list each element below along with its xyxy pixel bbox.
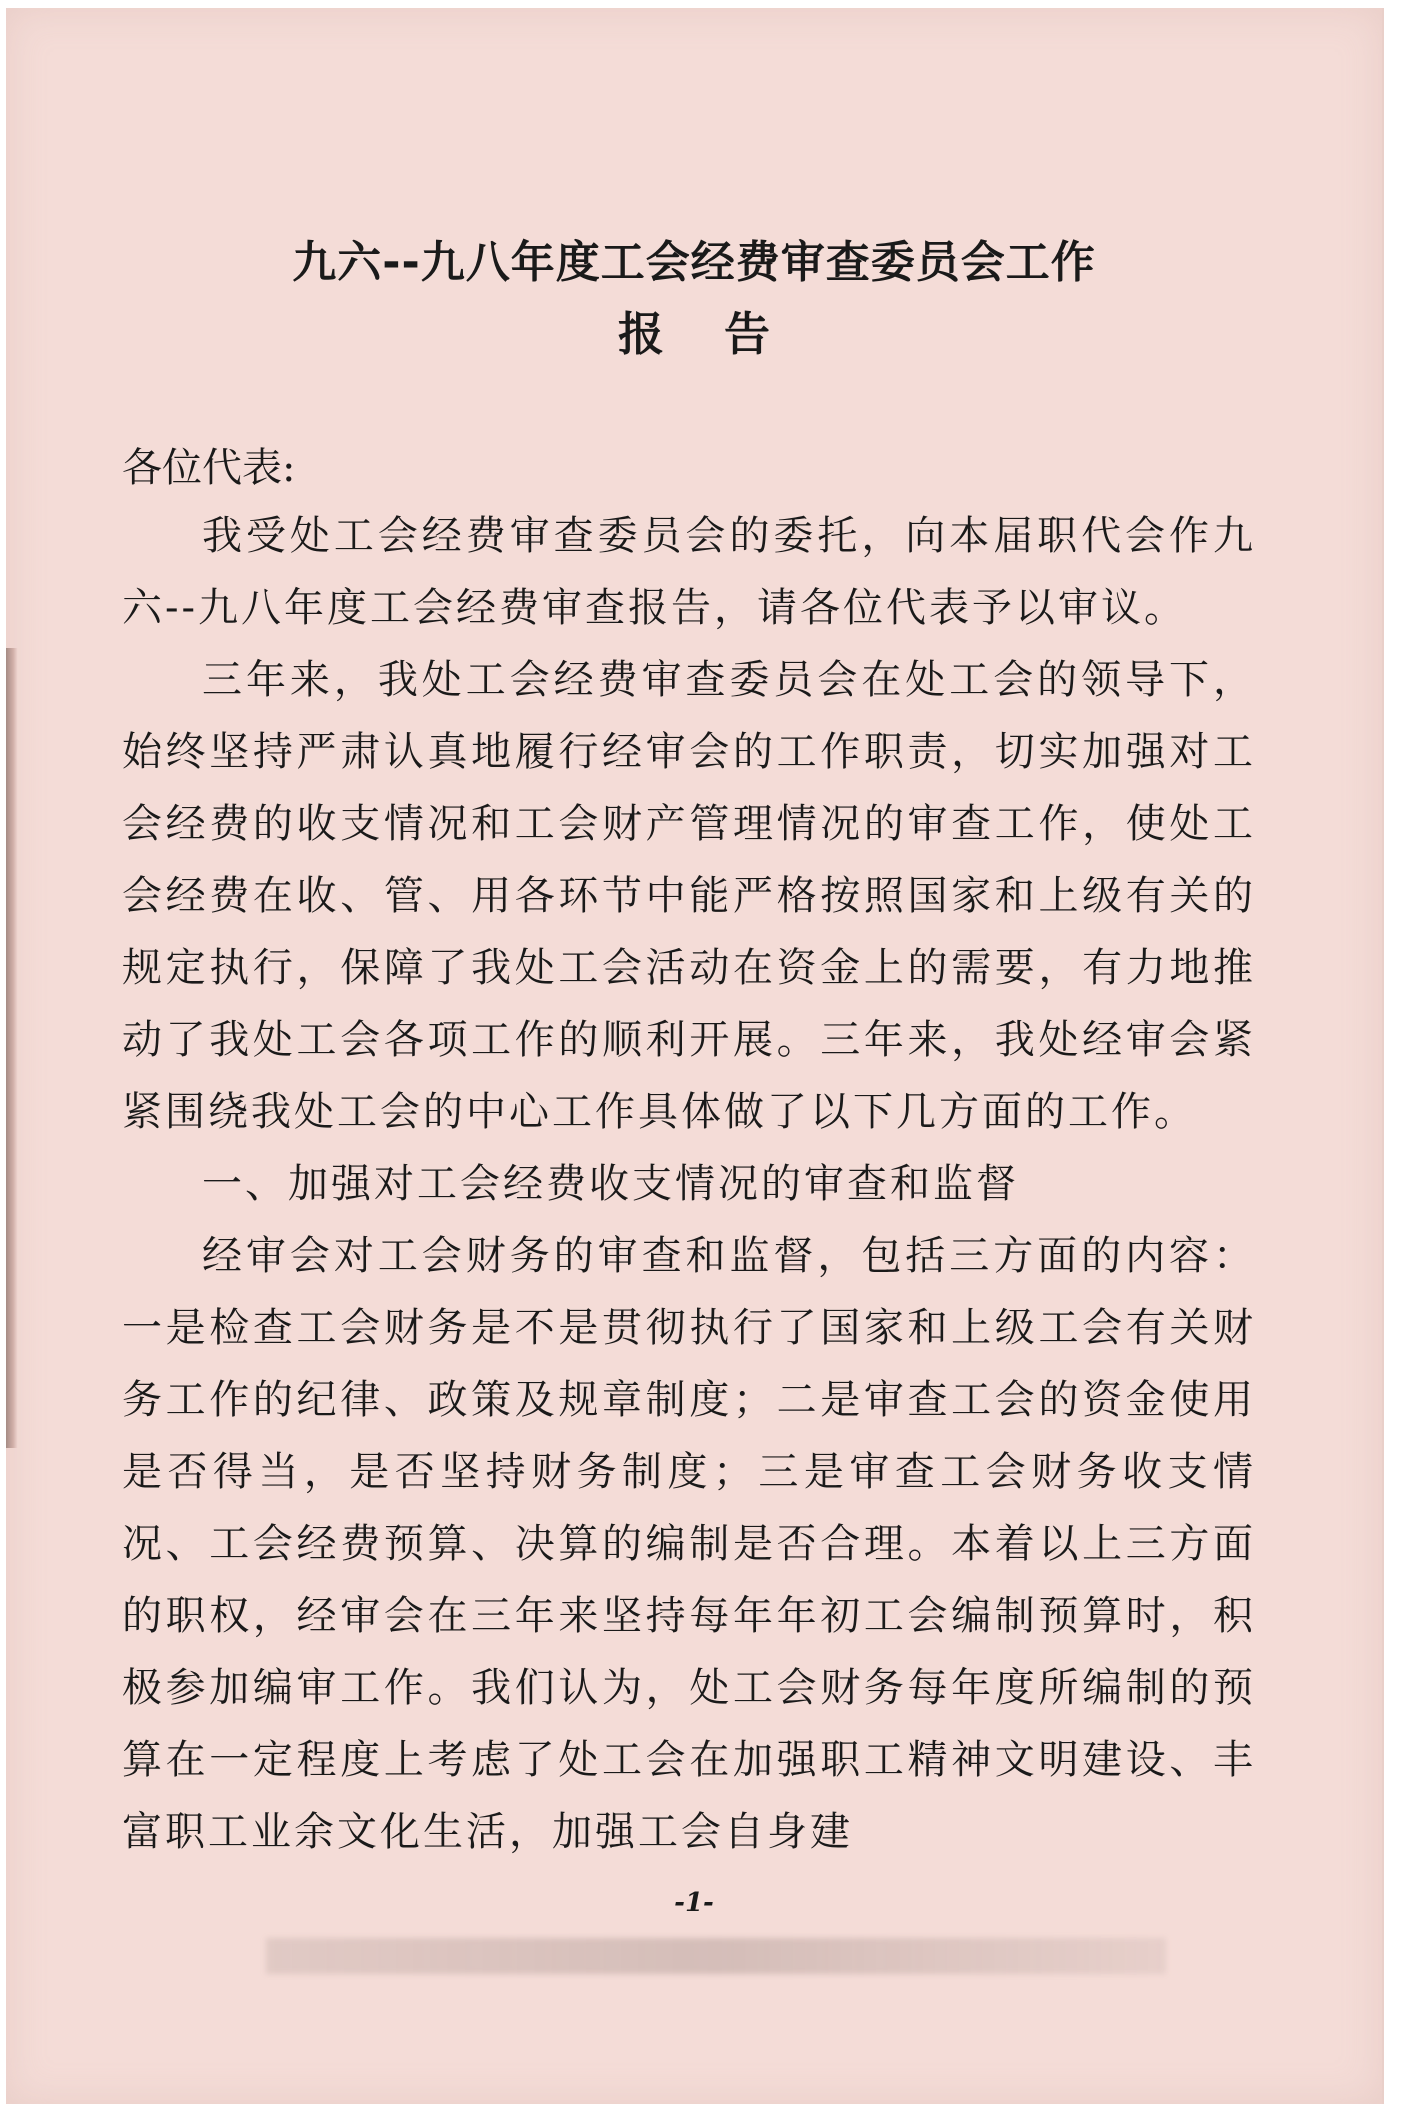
document-title-continued: 报告 — [618, 307, 830, 361]
document-page — [6, 8, 1384, 2104]
paragraph-intro: 我受处工会经费审查委员会的委托，向本届职代会作九六--九八年度工会经费审查报告，请各位代表予以审议。 — [122, 513, 1256, 631]
paragraph-review: 经审会对工会财务的审查和监督，包括三方面的内容：一是检查工会财务是不是贯彻执行了国家和上级工会有关财务工作的纪律、政策及规章制度；二是审查工会的资金使用是否得当，是否坚持财务制度；三是审查工会财务收支情况、工会经费预算、决算的编制是否合理。本着以上三方面的职权，经审会在三年来坚持每年年初工会编制预算时，积极参加编审工作。我们认为，处工会财务每年度所编制的预算在一定程度上考虑了处工会在加强职工精神文明建设、丰富职工业余文化生活，加强工会自身建 — [122, 1233, 1256, 1855]
salutation: 各位代表: — [122, 445, 296, 491]
binding-shadow — [6, 648, 18, 1448]
document-title: 九六--九八年度工会经费审查委员会工作 — [292, 237, 1096, 288]
section-heading: 一、加强对工会经费收支情况的审查和监督 — [202, 1161, 1019, 1207]
report-body — [122, 500, 1256, 1868]
bleed-through-text — [266, 1938, 1166, 1974]
page-number: -1- — [674, 1888, 714, 1918]
paragraph-overview: 三年来，我处工会经费审查委员会在处工会的领导下，始终坚持严肃认真地履行经审会的工作职责，切实加强对工会经费的收支情况和工会财产管理情况的审查工作，使处工会经费在收、管、用各环节中能严格按照国家和上级有关的规定执行，保障了我处工会活动在资金上的需要，有力地推动了我处工会各项工作的顺利开展。三年来，我处经审会紧紧围绕我处工会的中心工作具体做了以下几方面的工作。 — [122, 657, 1256, 1135]
